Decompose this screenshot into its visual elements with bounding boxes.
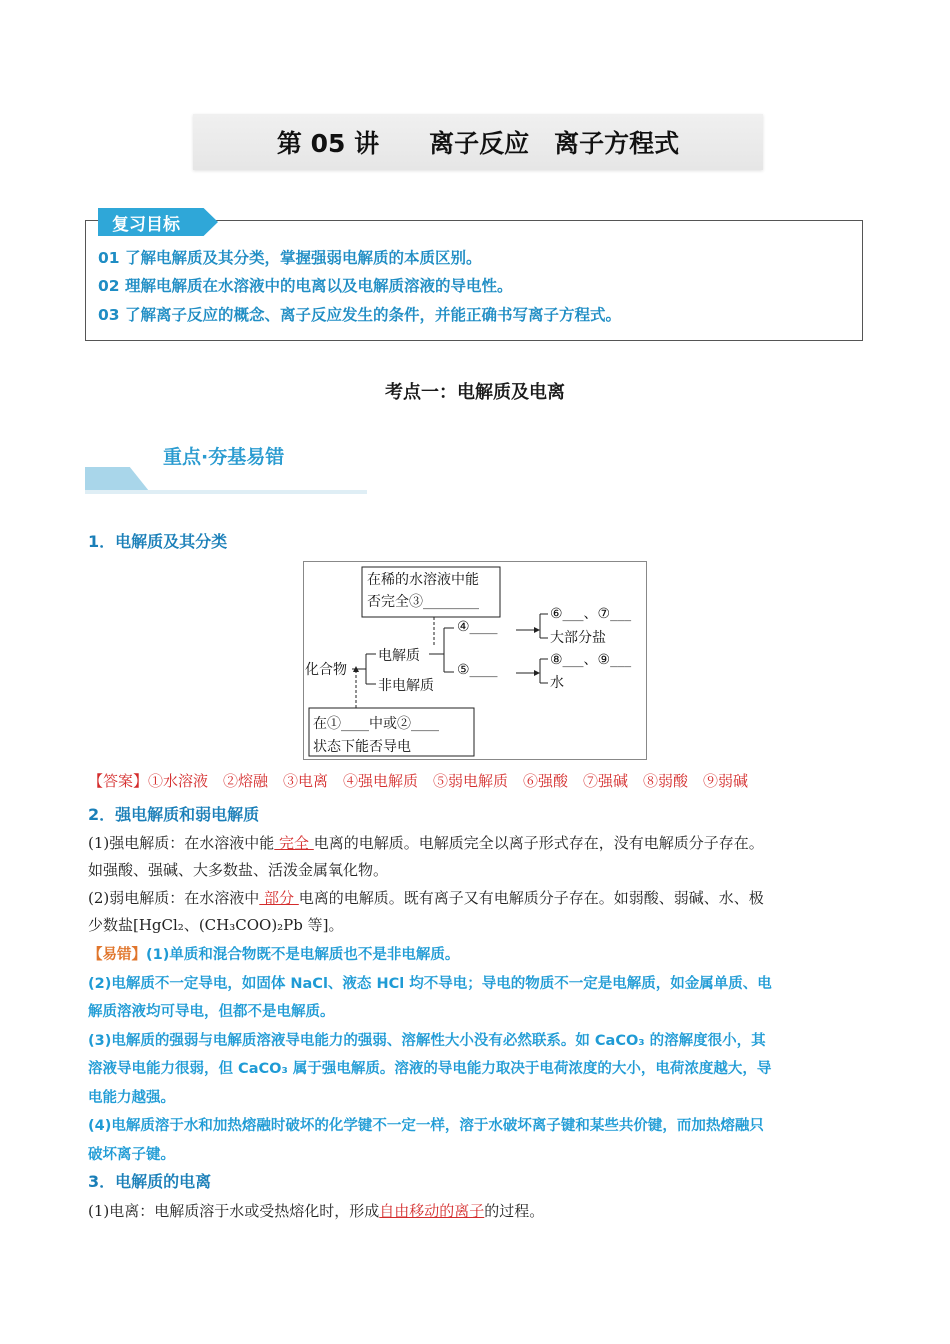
pitfalls-block	[88, 941, 863, 1169]
diagram-strong-acid-base: ⑥___、⑦___	[550, 606, 632, 622]
paragraph-ionization	[88, 1198, 863, 1225]
p2-text-b: 电离的电解质。既有离子又有电解质分子存在。如弱酸、弱碱、水、极	[298, 889, 764, 907]
goal-item-3: 03 了解离子反应的概念、离子反应发生的条件，并能正确书写离子方程式。	[98, 306, 621, 324]
answer-text: ①水溶液 ②熔融 ③电离 ④强电解质 ⑤弱电解质 ⑥强酸 ⑦强碱 ⑧弱酸 ⑨弱碱	[148, 772, 749, 790]
pitfall-1: (1)单质和混合物既不是电解质也不是非电解质。	[146, 947, 460, 963]
page-title: 第 05 讲 离子反应 离子方程式	[276, 129, 680, 158]
pitfall-4a: (4)电解质溶于水和加热熔融时破坏的化学键不一定一样，溶于水破坏离子键和某些共价键，而加热熔融只	[88, 1118, 764, 1134]
p3-text-a: (1)电离：电解质溶于水或受热熔化时，形成	[88, 1202, 380, 1220]
goal-item-1: 01 了解电解质及其分类，掌握强弱电解质的本质区别。	[98, 249, 482, 267]
pitfall-3a: (3)电解质的强弱与电解质溶液导电能力的强弱、溶解性大小没有必然联系。如 CaCO₃ 的溶解度很小，其	[88, 1032, 766, 1049]
p1-text-a: (1)强电解质：在水溶液中能	[88, 834, 275, 852]
review-tag-label: 复习目标	[112, 215, 180, 235]
diagram-bottom-line2: 状态下能否导电	[313, 739, 411, 755]
heading-strong-weak: 2．强电解质和弱电解质	[88, 805, 260, 824]
banner-shape	[85, 467, 149, 491]
diagram-weak-electrolyte: ⑤____	[457, 662, 498, 678]
diagram-most-salts: 大部分盐	[550, 630, 606, 646]
p1-fill-blank: 完全	[274, 834, 314, 852]
answer-label: 【答案】	[88, 772, 149, 790]
paragraph-strong-electrolyte	[88, 830, 863, 884]
heading-electrolyte-classification: 1．电解质及其分类	[88, 532, 228, 551]
heading-ionization: 3．电解质的电离	[88, 1172, 212, 1191]
pitfall-2a: (2)电解质不一定导电，如固体 NaCl、液态 HCl 均不导电；导电的物质不一定是电解质，如金属单质、电	[88, 975, 772, 992]
diagram-non-electrolyte: 非电解质	[378, 678, 434, 694]
p1-text-b: 电离的电解质。电解质完全以离子形式存在，没有电解质分子存在。	[313, 834, 764, 852]
p2-text-a: (2)弱电解质：在水溶液中	[88, 889, 260, 907]
p1-text-c: 如强酸、强碱、大多数盐、活泼金属氧化物。	[88, 861, 389, 879]
p3-fill-blank: 自由移动的离子	[379, 1202, 485, 1220]
pitfall-label: 【易错】	[88, 947, 146, 963]
diagram-weak-acid-base: ⑧___、⑨___	[550, 652, 632, 668]
diagram-bottom-line1: 在①____中或②____	[313, 716, 439, 732]
p2-text-c: 少数盐[HgCl₂、(CH₃COO)₂Pb 等]。	[88, 916, 344, 934]
banner-underline	[85, 490, 367, 494]
goal-item-2: 02 理解电解质在水溶液中的电离以及电解质溶液的导电性。	[98, 277, 513, 295]
diagram-strong-electrolyte: ④____	[457, 619, 498, 635]
diagram-top-line1: 在稀的水溶液中能	[367, 572, 479, 588]
diagram-top-line2: 否完全③________	[367, 594, 479, 610]
title-band	[193, 114, 763, 170]
banner-title: 重点·夯基易错	[163, 446, 285, 468]
p3-text-b: 的过程。	[484, 1202, 545, 1220]
diagram-water: 水	[550, 675, 564, 691]
answer-line	[88, 768, 863, 795]
diagram-compound: 化合物	[305, 662, 347, 678]
p2-fill-blank: 部分	[259, 889, 299, 907]
pitfall-3c: 电能力越强。	[88, 1089, 175, 1106]
pitfall-3b: 溶液导电能力很弱，但 CaCO₃ 属于强电解质。溶液的导电能力取决于电荷浓度的大小，电荷浓度越大，导	[88, 1061, 772, 1077]
diagram-electrolyte: 电解质	[378, 648, 420, 664]
section-title: 考点一：电解质及电离	[385, 382, 565, 403]
paragraph-weak-electrolyte	[88, 885, 863, 939]
pitfall-4b: 破坏离子键。	[88, 1146, 175, 1163]
classification-diagram	[303, 561, 647, 760]
pitfall-2b: 解质溶液均可导电，但都不是电解质。	[88, 1004, 335, 1020]
